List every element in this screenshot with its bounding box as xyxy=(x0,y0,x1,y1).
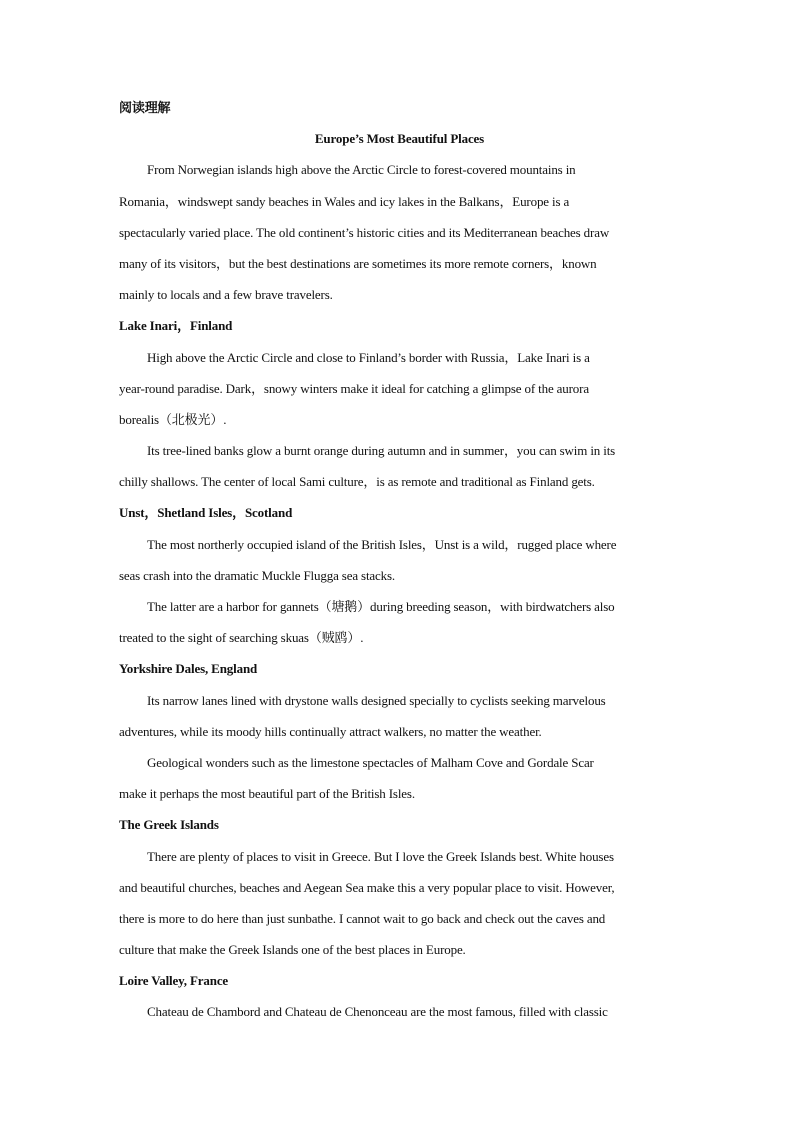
section-heading: The Greek Islands xyxy=(119,817,219,833)
paragraph-line: year-round paradise. Dark，snowy winters make it ideal for catching a glimpse of the aurora xyxy=(119,380,589,396)
document-page xyxy=(119,92,672,1028)
paragraph-line: mainly to locals and a few brave travelers. xyxy=(119,287,333,303)
section-heading: Yorkshire Dales, England xyxy=(119,661,258,677)
section-yorkshire-dales xyxy=(119,653,672,809)
paragraph-line: High above the Arctic Circle and close to Finland’s border with Russia，Lake Inari is a xyxy=(147,349,590,365)
intro-paragraph xyxy=(119,154,672,310)
section-heading: Unst，Shetland Isles，Scotland xyxy=(119,505,293,521)
paragraph-line: and beautiful churches, beaches and Aegean Sea make this a very popular place to visit. However, xyxy=(119,879,615,895)
section-heading: Lake Inari，Finland xyxy=(119,318,233,334)
paragraph-line: Its tree-lined banks glow a burnt orange during autumn and in summer，you can swim in its xyxy=(147,443,616,459)
paragraph-line: The latter are a harbor for gannets（塘鹅）during breeding season，with birdwatchers also xyxy=(147,599,615,614)
section-unst xyxy=(119,497,672,653)
paragraph-line: make it perhaps the most beautiful part of the British Isles. xyxy=(119,786,415,802)
paragraph-line: Geological wonders such as the limestone spectacles of Malham Cove and Gordale Scar xyxy=(147,754,594,770)
paragraph-line: treated to the sight of searching skuas（贼鸥）. xyxy=(119,630,364,646)
paragraph-line: Its narrow lanes lined with drystone walls designed specially to cyclists seeking marvelous xyxy=(147,692,606,708)
paragraph-line: seas crash into the dramatic Muckle Flugga sea stacks. xyxy=(119,567,396,583)
paragraph-line: chilly shallows. The center of local Sami culture，is as remote and traditional as Finland gets. xyxy=(119,474,595,490)
article-title: Europe’s Most Beautiful Places xyxy=(314,131,485,147)
paragraph-line: Romania，windswept sandy beaches in Wales and icy lakes in the Balkans，Europe is a xyxy=(119,193,570,209)
paragraph-line: There are plenty of places to visit in Greece. But I love the Greek Islands best. White houses xyxy=(147,848,614,864)
paragraph-line: adventures, while its moody hills continually attract walkers, no matter the weather. xyxy=(119,723,542,739)
paragraph-line: The most northerly occupied island of the British Isles，Unst is a wild，rugged place where xyxy=(147,536,617,552)
paragraph-line: culture that make the Greek Islands one of the best places in Europe. xyxy=(119,942,466,958)
section-lake-inari xyxy=(119,310,672,497)
section-greek-islands xyxy=(119,809,672,965)
paragraph-line: spectacularly varied place. The old continent’s historic cities and its Mediterranean beaches draw xyxy=(119,224,610,240)
paragraph-line: Chateau de Chambord and Chateau de Chenonceau are the most famous, filled with classic xyxy=(147,1004,608,1020)
section-label: 阅读理解 xyxy=(119,100,171,115)
paragraph-line: From Norwegian islands high above the Arctic Circle to forest-covered mountains in xyxy=(147,162,576,178)
paragraph-line: borealis（北极光）. xyxy=(119,411,227,427)
section-loire-valley xyxy=(119,965,672,1027)
paragraph-line: many of its visitors，but the best destinations are sometimes its more remote corners，known xyxy=(119,255,597,271)
section-heading: Loire Valley, France xyxy=(119,973,229,989)
paragraph-line: there is more to do here than just sunbathe. I cannot wait to go back and check out the caves and xyxy=(119,910,606,926)
